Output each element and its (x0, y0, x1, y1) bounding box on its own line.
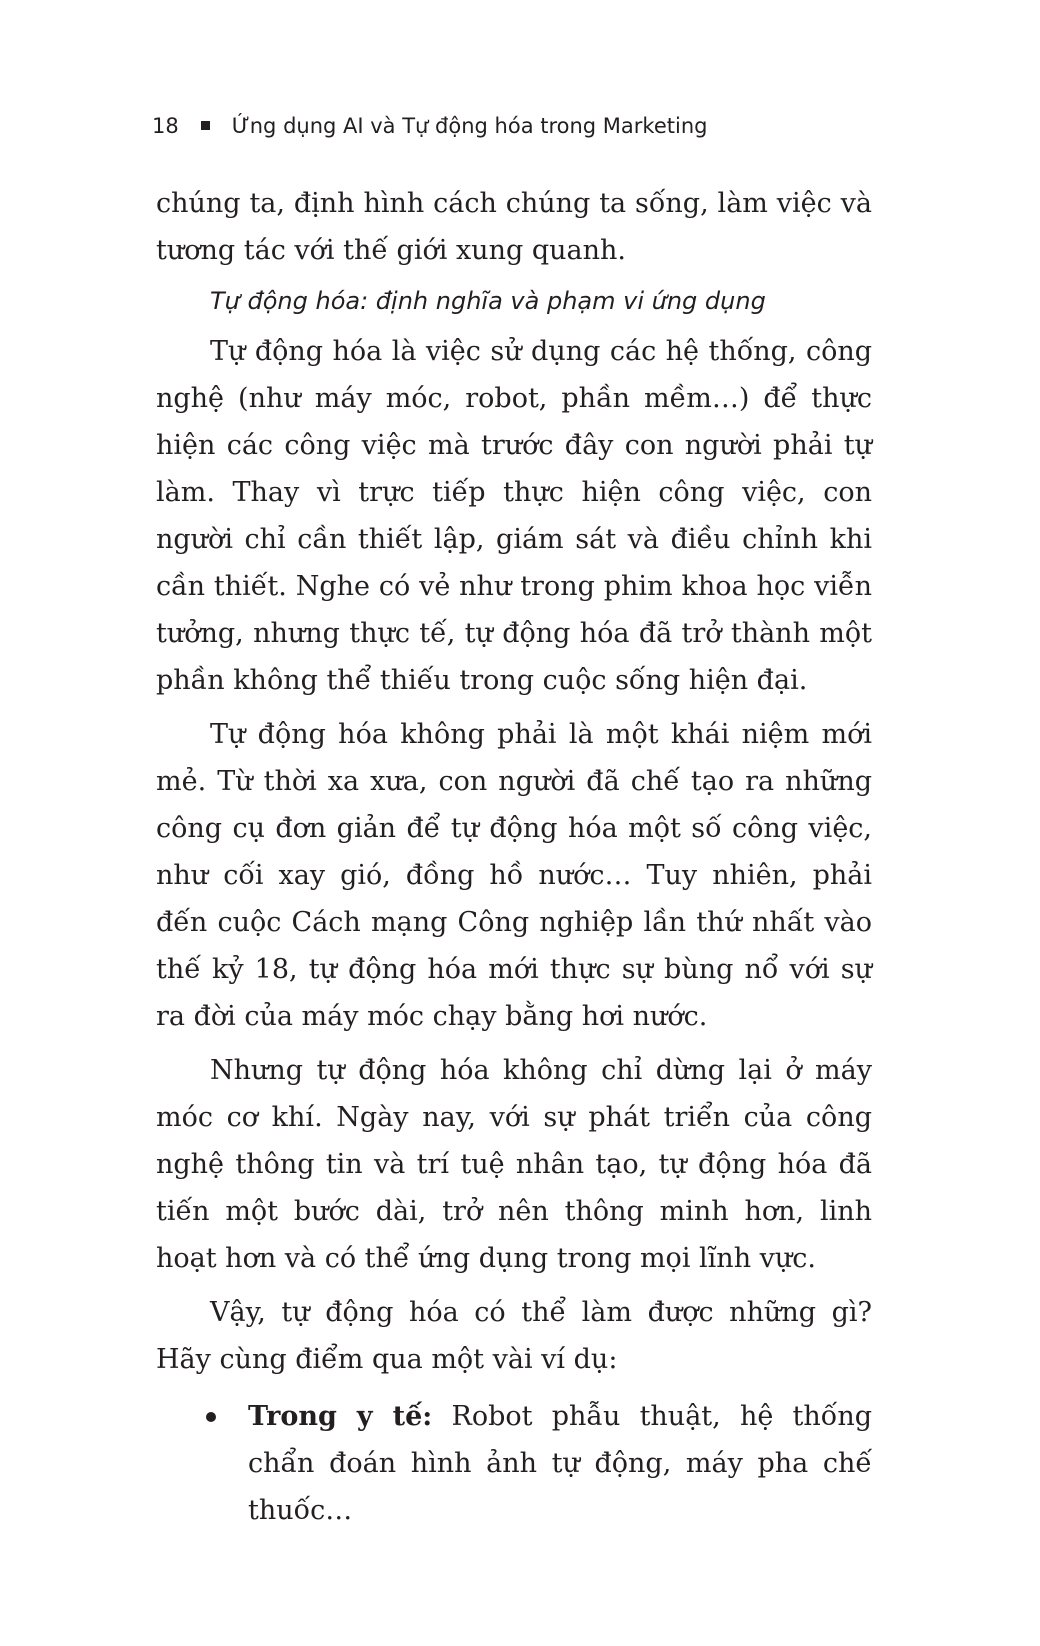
paragraph-examples-intro: Vậy, tự động hóa có thể làm được những gì? Hãy cùng điểm qua một vài ví dụ: (156, 1297, 872, 1375)
bullet-dot-icon (206, 1412, 216, 1422)
book-title: Ứng dụng AI và Tự động hóa trong Marketing (231, 114, 708, 138)
square-bullet-icon (201, 121, 210, 130)
paragraph-definition: Tự động hóa là việc sử dụng các hệ thống, công nghệ (như máy móc, robot, phần mềm…) để thực hiện các công việc mà trước đây con người phải tự làm. Thay vì trực tiếp thực hiện công việc, con người chỉ cần thiết lập, giám sát và điều chỉnh khi cần thiết. Nghe có vẻ như trong phim khoa học viễn tưởng, nhưng thực tế, tự động hóa đã trở thành một phần không thể thiếu trong cuộc sống hiện đại. (156, 336, 872, 696)
body-text (156, 180, 872, 1534)
continued-paragraph: chúng ta, định hình cách chúng ta sống, làm việc và tương tác với thế giới xung quanh. (156, 188, 872, 266)
examples-list (156, 1393, 872, 1534)
list-item (156, 1393, 872, 1534)
paragraph-modern: Nhưng tự động hóa không chỉ dừng lại ở máy móc cơ khí. Ngày nay, với sự phát triển của công nghệ thông tin và trí tuệ nhân tạo, tự động hóa đã tiến một bước dài, trở nên thông minh hơn, linh hoạt hơn và có thể ứng dụng trong mọi lĩnh vực. (156, 1055, 872, 1274)
page-number: 18 (152, 114, 179, 138)
bullet-text: Robot phẫu thuật, hệ thống chẩn đoán hình ảnh tự động, máy pha chế thuốc… (248, 1401, 872, 1526)
running-header (152, 112, 707, 140)
paragraph-history: Tự động hóa không phải là một khái niệm mới mẻ. Từ thời xa xưa, con người đã chế tạo ra những công cụ đơn giản để tự động hóa một số công việc, như cối xay gió, đồng hồ nước… Tuy nhiên, phải đến cuộc Cách mạng Công nghiệp lần thứ nhất vào thế kỷ 18, tự động hóa mới thực sự bùng nổ với sự ra đời của máy móc chạy bằng hơi nước. (156, 719, 872, 1032)
section-subheading: Tự động hóa: định nghĩa và phạm vi ứng dụng (210, 287, 766, 315)
bullet-term: Trong y tế: (248, 1401, 433, 1432)
